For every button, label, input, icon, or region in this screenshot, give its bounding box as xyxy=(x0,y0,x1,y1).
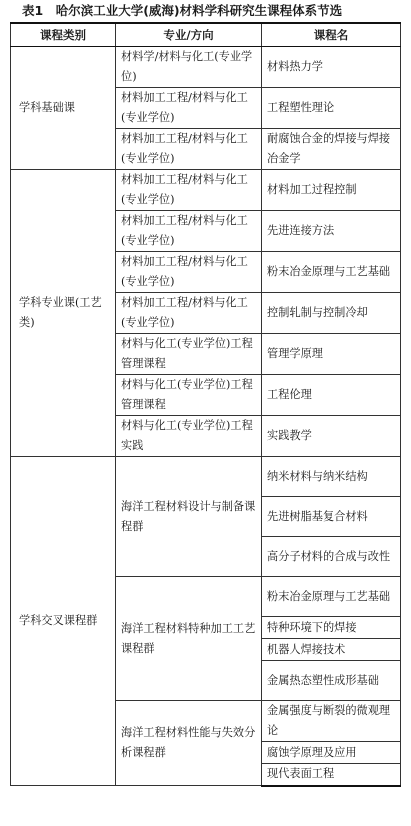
major-cell: 海洋工程材料性能与失效分析课程群 xyxy=(116,701,262,786)
major-cell: 材料与化工(专业学位)工程管理课程 xyxy=(116,375,262,416)
course-cell: 粉末冶金原理与工艺基础 xyxy=(262,252,401,293)
course-cell: 耐腐蚀合金的焊接与焊接冶金学 xyxy=(262,129,401,170)
course-cell: 纳米材料与纳米结构 xyxy=(262,457,401,497)
course-cell: 腐蚀学原理及应用 xyxy=(262,742,401,764)
table-row xyxy=(11,457,401,497)
header-category: 课程类别 xyxy=(11,23,116,47)
category-cell: 学科交叉课程群 xyxy=(11,457,116,786)
course-cell: 特种环境下的焊接 xyxy=(262,617,401,639)
major-cell: 材料加工工程/材料与化工(专业学位) xyxy=(116,129,262,170)
course-cell: 材料加工过程控制 xyxy=(262,170,401,211)
course-cell: 实践教学 xyxy=(262,416,401,457)
course-cell: 金属强度与断裂的微观理论 xyxy=(262,701,401,742)
category-cell: 学科专业课(工艺类) xyxy=(11,170,116,457)
major-cell: 材料与化工(专业学位)工程实践 xyxy=(116,416,262,457)
course-cell: 金属热态塑性成形基础 xyxy=(262,661,401,701)
table-row xyxy=(11,170,401,211)
course-cell: 控制轧制与控制冷却 xyxy=(262,293,401,334)
course-cell: 先进树脂基复合材料 xyxy=(262,497,401,537)
major-cell: 材料加工工程/材料与化工(专业学位) xyxy=(116,293,262,334)
major-cell: 材料加工工程/材料与化工(专业学位) xyxy=(116,170,262,211)
header-major: 专业/方向 xyxy=(116,23,262,47)
course-cell: 先进连接方法 xyxy=(262,211,401,252)
header-row xyxy=(11,23,401,47)
course-cell: 粉末冶金原理与工艺基础 xyxy=(262,577,401,617)
table-caption: 表1 哈尔滨工业大学(威海)材料学科研究生课程体系节选 xyxy=(22,3,343,18)
table-row xyxy=(11,47,401,88)
major-cell: 材料与化工(专业学位)工程管理课程 xyxy=(116,334,262,375)
course-table xyxy=(10,22,401,787)
course-cell: 工程塑性理论 xyxy=(262,88,401,129)
category-cell: 学科基础课 xyxy=(11,47,116,170)
course-cell: 工程伦理 xyxy=(262,375,401,416)
major-cell: 海洋工程材料特种加工工艺课程群 xyxy=(116,577,262,701)
course-cell: 管理学原理 xyxy=(262,334,401,375)
course-cell: 机器人焊接技术 xyxy=(262,639,401,661)
major-cell: 材料学/材料与化工(专业学位) xyxy=(116,47,262,88)
major-cell: 海洋工程材料设计与制备课程群 xyxy=(116,457,262,577)
major-cell: 材料加工工程/材料与化工(专业学位) xyxy=(116,88,262,129)
major-cell: 材料加工工程/材料与化工(专业学位) xyxy=(116,211,262,252)
course-cell: 现代表面工程 xyxy=(262,764,401,786)
major-cell: 材料加工工程/材料与化工(专业学位) xyxy=(116,252,262,293)
course-cell: 高分子材料的合成与改性 xyxy=(262,537,401,577)
header-course: 课程名 xyxy=(262,23,401,47)
course-cell: 材料热力学 xyxy=(262,47,401,88)
